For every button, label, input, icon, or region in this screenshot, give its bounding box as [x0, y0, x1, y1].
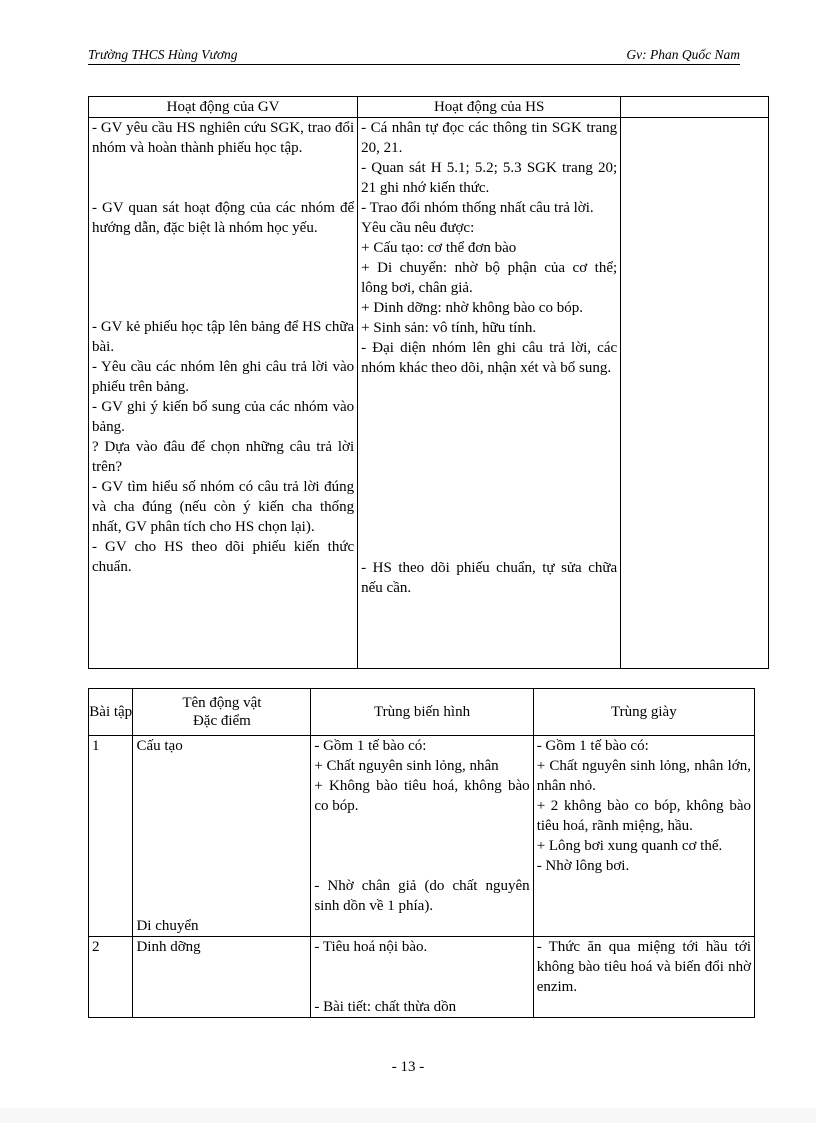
bh-cau-tao-line: + Chất nguyên sinh lỏng, nhân — [314, 758, 499, 774]
header-dac-diem-label: Đặc điểm — [192, 713, 251, 729]
page-bottom-band — [0, 1108, 816, 1123]
header-teacher: Gv: Phan Quốc Nam — [626, 47, 740, 62]
hs-item: - Quan sát H 5.1; 5.2; 5.3 SGK trang 20; 21 ghi nhớ kiến thức. — [361, 160, 618, 196]
row-2-label: Dinh dỡng — [133, 937, 311, 1018]
tg-cau-tao-line: + 2 không bào co bóp, không bào tiêu hoá, rãnh miệng, hầu. — [536, 798, 751, 834]
page-number: - 13 - — [391, 1059, 425, 1075]
row-2-trung-giay: - Thức ăn qua miệng tới hầu tới không bào tiêu hoá và biến đổi nhờ enzim. — [533, 937, 754, 1018]
header-bai-tap: Bài tập — [89, 689, 133, 736]
gv-item: - GV cho HS theo dõi phiếu kiến thức chuẩn. — [92, 539, 355, 575]
gv-item: - GV yêu cầu HS nghiên cứu SGK, trao đổi nhóm và hoàn thành phiếu học tập. — [92, 120, 355, 156]
gv-item: ? Dựa vào đâu để chọn những câu trả lời trên? — [92, 439, 355, 475]
row-1-trung-bien-hinh — [311, 736, 533, 937]
tg-cau-tao-line: + Lông bơi xung quanh cơ thể. — [536, 838, 723, 854]
row-1-number: 1 — [89, 736, 133, 937]
header-ten-dong-vat-label: Tên động vật — [182, 695, 262, 711]
comparison-header-row — [89, 689, 755, 736]
hs-item: Yêu cầu nêu được: — [361, 220, 475, 236]
header-notes — [621, 97, 769, 118]
hs-item: + Sinh sản: vô tính, hữu tính. — [361, 320, 537, 336]
header-hs: Hoạt động của HS — [358, 97, 621, 118]
header-trung-giay: Trùng giày — [533, 689, 754, 736]
tg-di-chuyen: - Nhờ lông bơi. — [536, 858, 630, 874]
activities-body-row — [89, 118, 769, 669]
row-2-trung-bien-hinh — [311, 937, 533, 1018]
gv-item: - GV tìm hiểu số nhóm có câu trả lời đúng và cha đúng (nếu còn ý kiến cha thống nhất, GV phân tích cho HS chọn lại). — [92, 479, 355, 535]
row-1-features — [133, 736, 311, 937]
activities-header-row — [89, 97, 769, 118]
hs-item: + Cấu tạo: cơ thể đơn bào — [361, 240, 517, 256]
bh-di-chuyen: - Nhờ chân giả (do chất nguyên sinh dồn về 1 phía). — [314, 878, 530, 914]
header-ten-dong-vat — [133, 689, 311, 736]
activities-table — [88, 96, 769, 669]
gv-item: - GV quan sát hoạt động của các nhóm để hướng dẫn, đặc biệt là nhóm học yếu. — [92, 200, 355, 236]
feature-cau-tao: Cấu tạo — [136, 738, 183, 754]
notes-column — [621, 118, 769, 669]
header-gv: Hoạt động của GV — [89, 97, 358, 118]
gv-column — [89, 118, 358, 669]
hs-item: - Đại diện nhóm lên ghi câu trả lời, các nhóm khác theo dõi, nhận xét và bổ sung. — [361, 340, 618, 376]
bh-dinh-duong-line: - Tiêu hoá nội bào. — [314, 939, 428, 955]
feature-di-chuyen: Di chuyển — [136, 918, 199, 934]
row-1-trung-giay — [533, 736, 754, 937]
tg-cau-tao-line: - Gồm 1 tế bào có: — [536, 738, 649, 754]
gv-item: - GV ghi ý kiến bổ sung của các nhóm vào bảng. — [92, 399, 355, 435]
hs-item: + Dinh dỡng: nhờ không bào co bóp. — [361, 300, 583, 316]
comparison-row-2 — [89, 937, 755, 1018]
comparison-row-1 — [89, 736, 755, 937]
hs-item: + Di chuyển: nhờ bộ phận của cơ thể; lông bơi, chân giả. — [361, 260, 618, 296]
hs-item: - Cá nhân tự đọc các thông tin SGK trang 20, 21. — [361, 120, 618, 156]
tg-cau-tao-line: + Chất nguyên sinh lỏng, nhân lớn, nhân nhỏ. — [536, 758, 751, 794]
comparison-table — [88, 688, 755, 1018]
bh-cau-tao-line: + Không bào tiêu hoá, không bào co bóp. — [314, 778, 530, 814]
bh-cau-tao-line: - Gồm 1 tế bào có: — [314, 738, 427, 754]
header-school: Trường THCS Hùng Vương — [88, 47, 238, 62]
hs-column — [358, 118, 621, 669]
hs-item: - HS theo dõi phiếu chuẩn, tự sửa chữa nếu cần. — [361, 560, 618, 596]
gv-item: - Yêu cầu các nhóm lên ghi câu trả lời vào phiếu trên bảng. — [92, 359, 355, 395]
bh-dinh-duong-line: - Bài tiết: chất thừa dồn — [314, 999, 457, 1015]
page-header — [88, 44, 740, 65]
row-2-number: 2 — [89, 937, 133, 1018]
hs-item: - Trao đổi nhóm thống nhất câu trả lời. — [361, 200, 594, 216]
gv-item: - GV kẻ phiếu học tập lên bảng để HS chữa bài. — [92, 319, 355, 355]
header-trung-bien-hinh: Trùng biến hình — [311, 689, 533, 736]
